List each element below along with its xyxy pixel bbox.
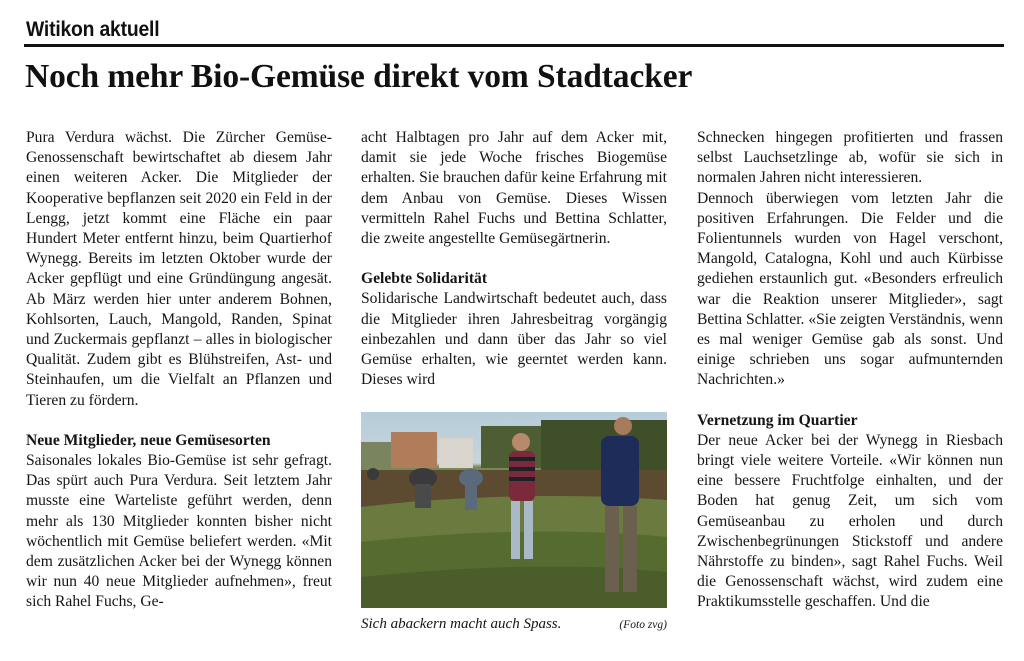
section-rule xyxy=(24,44,1004,47)
paragraph-intro: Pura Verdura wächst. Die Zürcher Gemüse-Genossenschaft bewirtschaftet ab diesem Jahr einen weiteren Acker. Die Mitglieder der Kooperative bepflanzen seit 2020 ein Feld in der Lengg, jetzt kommt eine Fläche ein paar Hundert Meter entfernt hinzu, beim Quartierhof Wynegg. Bereits im letzten Oktober wurde der Acker gepflügt und eine Gründüngung angesät. Ab März werden hier unter anderem Bohnen, Kohlsorten, Lauch, Mangold, Randen, Spinat und Zuckermais gepflanzt – alles in biologischer Qualität. Zudem gibt es Blühstreifen, Ast- und Steinhaufen, um die Vielfalt an Pflanzen und Tieren zu fördern. xyxy=(26,129,332,409)
section-label: Witikon aktuell xyxy=(26,18,160,41)
photo-caption-row xyxy=(361,615,667,635)
paragraph-neue-mitglieder: Saisonales lokales Bio-Gemüse ist sehr gefragt. Das spürt auch Pura Verdura. Seit letztem Jahr musste eine Warteliste geführt werden, denn mehr als 130 Mitglieder konnten bisher nicht wöchentlich mit Gemüse beliefert werden. «Mit dem zusätzlichen Acker bei der Wynegg können wir nun 40 neue Mitglieder aufnehmen», freut sich Rahel Fuchs, Ge- xyxy=(26,452,332,611)
article-headline: Noch mehr Bio-Gemüse direkt vom Stadtacker xyxy=(25,58,693,95)
paragraph-solidaritaet: Solidarische Landwirtschaft bedeutet auch, dass die Mitglieder ihren Jahresbeitrag vorgängig einbezahlen und dann über das Jahr so viel Gemüse erhalten, wie geerntet werden kann. Dieses wird xyxy=(361,290,667,389)
subheading-gelebte-solidaritaet: Gelebte Solidarität xyxy=(361,270,488,288)
paragraph-vernetzung: Der neue Acker bei der Wynegg in Riesbach bringt viele weitere Vorteile. «Wir können nun eine bessere Fruchtfolge einhalten, und der Boden hat genug Zeit, um sich vom Gemüseanbau zu erholen und durch Zwischenbegrünungen Stickstoff und andere Nährstoffe zu binden», sagt Rahel Fuchs. Weil die Genossenschaft wächst, wird zudem eine Praktikumsstelle geschaffen. Und die xyxy=(697,431,1003,611)
paragraph-erfahrungen: Dennoch überwiegen vom letzten Jahr die positiven Erfahrungen. Die Felder und die Folientunnels wurden von Hagel verschont, Mangold, Catalogna, Kohl und auch Kürbisse gediehen erstaunlich gut. «Besonders erfreulich war die Reaktion unserer Mitglieder», sagt Bettina Schlatter. «Sie zeigten Verständnis, wenn es mal weniger Gemüse gab als sonst. Und einige schrieben uns sogar aufmunternden Nachrichten.» xyxy=(697,189,1003,389)
photo-credit: (Foto zvg) xyxy=(619,619,667,632)
subheading-vernetzung: Vernetzung im Quartier xyxy=(697,411,858,429)
article-column-1 xyxy=(26,128,332,613)
photo-field-workers xyxy=(361,412,667,608)
photo-caption: Sich abackern macht auch Spass. xyxy=(361,616,562,633)
article-column-3 xyxy=(697,128,1003,613)
subheading-neue-mitglieder: Neue Mitglieder, neue Gemüsesorten xyxy=(26,431,271,449)
article-photo xyxy=(361,412,667,608)
paragraph-halbtage: acht Halbtagen pro Jahr auf dem Acker mit, damit sie jede Woche frisches Biogemüse erhalten. Sie brauchen dafür keine Erfahrung mit dem Anbau von Gemüse. Dieses Wissen vermitteln Rahel Fuchs und Bettina Schlatter, die zweite angestellte Gemüsegärtnerin. xyxy=(361,129,667,248)
paragraph-schnecken: Schnecken hingegen profitierten und frassen selbst Lauchsetzlinge ab, wofür sie sich in normalen Jahren nicht interessieren. xyxy=(697,129,1003,187)
article-column-2 xyxy=(361,128,667,635)
